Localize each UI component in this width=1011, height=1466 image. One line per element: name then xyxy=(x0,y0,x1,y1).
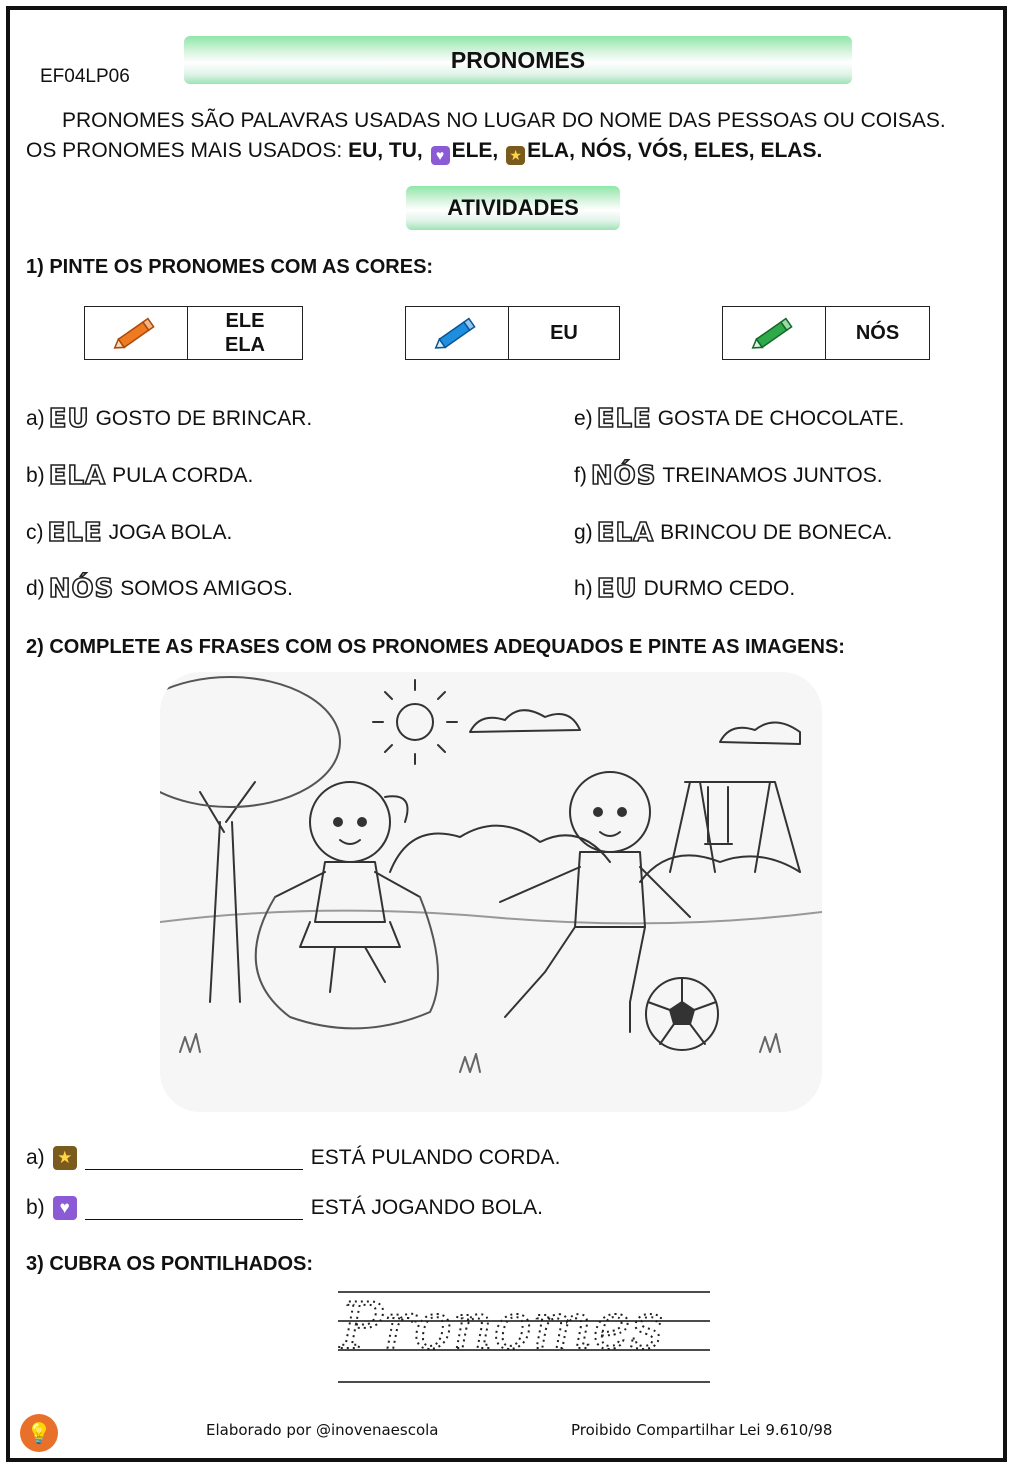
sentence-g: g) ELA BRINCOU DE BONECA. xyxy=(574,518,893,548)
color-key-green: NÓS xyxy=(722,306,930,360)
pronoun-word[interactable]: ELA xyxy=(596,518,655,548)
blue-pencil-icon xyxy=(406,307,509,359)
heart-icon: ♥ xyxy=(431,146,450,165)
pronoun-word[interactable]: ELE xyxy=(47,518,103,548)
pronoun-word[interactable]: ELE xyxy=(596,404,652,434)
sentence-b: b) ELA PULA CORDA. xyxy=(26,461,254,491)
sentence-d: d) NÓS SOMOS AMIGOS. xyxy=(26,574,293,604)
page-title: PRONOMES xyxy=(184,36,852,84)
sentence-e: e) ELE GOSTA DE CHOCOLATE. xyxy=(574,404,905,434)
pronoun-word[interactable]: EU xyxy=(48,404,90,434)
trace-word: Pronomes xyxy=(340,1290,664,1364)
pronoun-word[interactable]: NÓS xyxy=(48,574,115,604)
green-pencil-icon xyxy=(723,307,826,359)
answer-blank[interactable] xyxy=(85,1197,303,1220)
sentence-f: f) NÓS TREINAMOS JUNTOS. xyxy=(574,461,883,491)
question-2-title: 2) COMPLETE AS FRASES COM OS PRONOMES ADEQUADOS E PINTE AS IMAGENS: xyxy=(26,636,845,658)
school-logo: 💡 xyxy=(20,1414,58,1452)
color-key-orange: ELE ELA xyxy=(84,306,303,360)
sentence-a: a) EU GOSTO DE BRINCAR. xyxy=(26,404,313,434)
color-key-blue: EU xyxy=(405,306,620,360)
pronoun-word[interactable]: ELA xyxy=(48,461,107,491)
sentence-c: c) ELE JOGA BOLA. xyxy=(26,518,233,548)
sentence-h: h) EU DURMO CEDO. xyxy=(574,574,796,604)
star-icon: ★ xyxy=(506,146,525,165)
pronoun-word[interactable]: NÓS xyxy=(590,461,657,491)
skill-code: EF04LP06 xyxy=(40,66,130,87)
orange-pencil-icon xyxy=(85,307,188,359)
question-1-title: 1) PINTE OS PRONOMES COM AS CORES: xyxy=(26,256,434,278)
fill-sentence-b: b) ♥ ESTÁ JOGANDO BOLA. xyxy=(26,1196,543,1219)
star-icon: ★ xyxy=(53,1146,77,1170)
heart-icon: ♥ xyxy=(53,1196,77,1220)
intro-pronoun-list: OS PRONOMES MAIS USADOS: EU, TU, ♥ ELE, ★ ELA, NÓS, VÓS, ELES, ELAS. xyxy=(26,139,823,163)
activities-title: ATIVIDADES xyxy=(406,186,620,230)
fill-sentence-a: a) ★ ESTÁ PULANDO CORDA. xyxy=(26,1146,561,1169)
intro-definition: PRONOMES SÃO PALAVRAS USADAS NO LUGAR DO NOME DAS PESSOAS OU COISAS. xyxy=(62,109,946,132)
coloring-illustration xyxy=(160,672,822,1112)
tracing-area[interactable] xyxy=(338,1288,710,1384)
pronoun-word[interactable]: EU xyxy=(596,574,638,604)
question-3-title: 3) CUBRA OS PONTILHADOS: xyxy=(26,1253,314,1275)
footer-copyright-notice: Proibido Compartilhar Lei 9.610/98 xyxy=(571,1421,833,1439)
footer-author: Elaborado por @inovenaescola xyxy=(206,1421,439,1439)
answer-blank[interactable] xyxy=(85,1147,303,1170)
